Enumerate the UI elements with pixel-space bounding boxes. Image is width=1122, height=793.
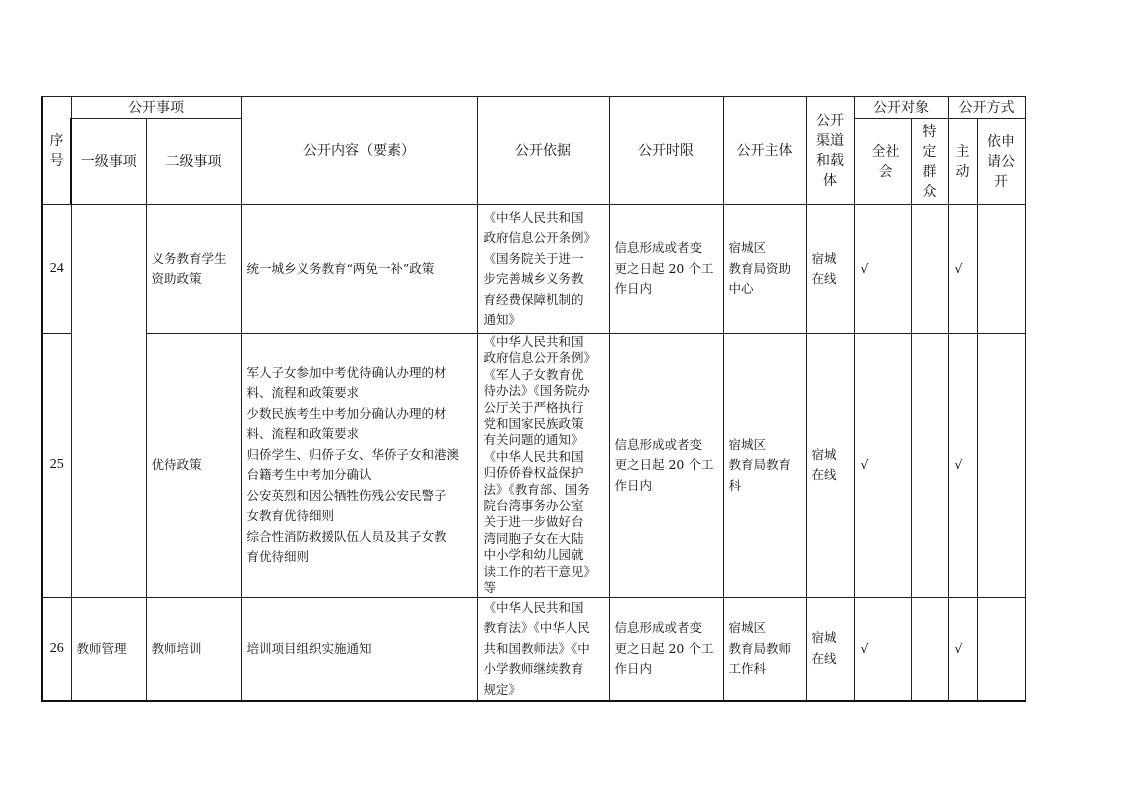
row-content: 培训项目组织实施通知 xyxy=(241,597,477,701)
row-target-all-check: √ xyxy=(854,334,911,598)
header-channel: 公开 渠道 和载 体 xyxy=(806,97,854,205)
row-basis: 《中华人民共和国 政府信息公开条例》 《军人子女教育优 待办法》《国务院办 公厅关于严格执行 党和国家民族政策 有关问题的通知》 《中华人民共和国 归侨侨眷权益保护 法》《教育部、国务 院台湾事务办公室 关于进一步做好台 湾同胞子女在大陆 中小学和幼儿园就 读工作的若干意见》 等 xyxy=(477,334,609,598)
header-basis: 公开依据 xyxy=(477,97,609,205)
row-content: 军人子女参加中考优待确认办理的材 料、流程和政策要求 少数民族考生中考加分确认办理的材 料、流程和政策要求 归侨学生、归侨子女、华侨子女和港澳 台籍考生中考加分确认 公安英烈和因公牺牲伤残公安民警子 女教育优待细则 综合性消防救援队伍人员及其子女教 育优待细则 xyxy=(241,334,477,598)
header-target: 公开对象 xyxy=(854,97,948,119)
row-target-all-check: √ xyxy=(854,205,911,334)
row-method-apply xyxy=(977,205,1025,334)
row-basis: 《中华人民共和国 教育法》《中华人民 共和国教师法》《中 小学教师继续教育 规定》 xyxy=(477,597,609,701)
table-row xyxy=(42,334,1025,598)
row-content: 统一城乡义务教育“两免一补”政策 xyxy=(241,205,477,334)
row-method-active-check: √ xyxy=(948,334,977,598)
table-row xyxy=(42,205,1025,334)
row-channel: 宿城 在线 xyxy=(806,334,854,598)
row-time-limit: 信息形成或者变 更之日起 20 个工 作日内 xyxy=(609,597,723,701)
header-method: 公开方式 xyxy=(948,97,1025,119)
row-method-active-check: √ xyxy=(948,597,977,701)
disclosure-table xyxy=(41,96,1026,702)
row-target-specific xyxy=(911,334,948,598)
row-target-all-check: √ xyxy=(854,597,911,701)
row-method-apply xyxy=(977,597,1025,701)
row-subject: 宿城区 教育局教师 工作科 xyxy=(723,597,806,701)
row-channel: 宿城 在线 xyxy=(806,205,854,334)
header-method-active: 主 动 xyxy=(948,119,977,205)
row-target-specific xyxy=(911,597,948,701)
row-level1 xyxy=(71,205,146,598)
table-row xyxy=(42,597,1025,701)
header-time-limit: 公开时限 xyxy=(609,97,723,205)
row-level2: 优待政策 xyxy=(146,334,241,598)
row-seq: 25 xyxy=(42,334,71,598)
row-method-active-check: √ xyxy=(948,205,977,334)
row-time-limit: 信息形成或者变 更之日起 20 个工 作日内 xyxy=(609,334,723,598)
row-target-specific xyxy=(911,205,948,334)
row-subject: 宿城区 教育局教育 科 xyxy=(723,334,806,598)
row-seq: 24 xyxy=(42,205,71,334)
row-channel: 宿城 在线 xyxy=(806,597,854,701)
header-row-1 xyxy=(42,97,1025,119)
row-basis: 《中华人民共和国 政府信息公开条例》 《国务院关于进一 步完善城乡义务教 育经费保障机制的 通知》 xyxy=(477,205,609,334)
header-public-items: 公开事项 xyxy=(71,97,241,119)
row-level2: 教师培训 xyxy=(146,597,241,701)
row-method-apply xyxy=(977,334,1025,598)
row-subject: 宿城区 教育局资助 中心 xyxy=(723,205,806,334)
header-subject: 公开主体 xyxy=(723,97,806,205)
header-target-specific: 特 定 群 众 xyxy=(911,119,948,205)
row-level1: 教师管理 xyxy=(71,597,146,701)
header-level1: 一级事项 xyxy=(71,119,146,205)
row-time-limit: 信息形成或者变 更之日起 20 个工 作日内 xyxy=(609,205,723,334)
header-level2: 二级事项 xyxy=(146,119,241,205)
header-seq: 序 号 xyxy=(42,97,71,205)
row-level2: 义务教育学生 资助政策 xyxy=(146,205,241,334)
header-method-apply: 依申 请公 开 xyxy=(977,119,1025,205)
header-target-all: 全社 会 xyxy=(854,119,911,205)
header-content: 公开内容（要素） xyxy=(241,97,477,205)
row-seq: 26 xyxy=(42,597,71,701)
